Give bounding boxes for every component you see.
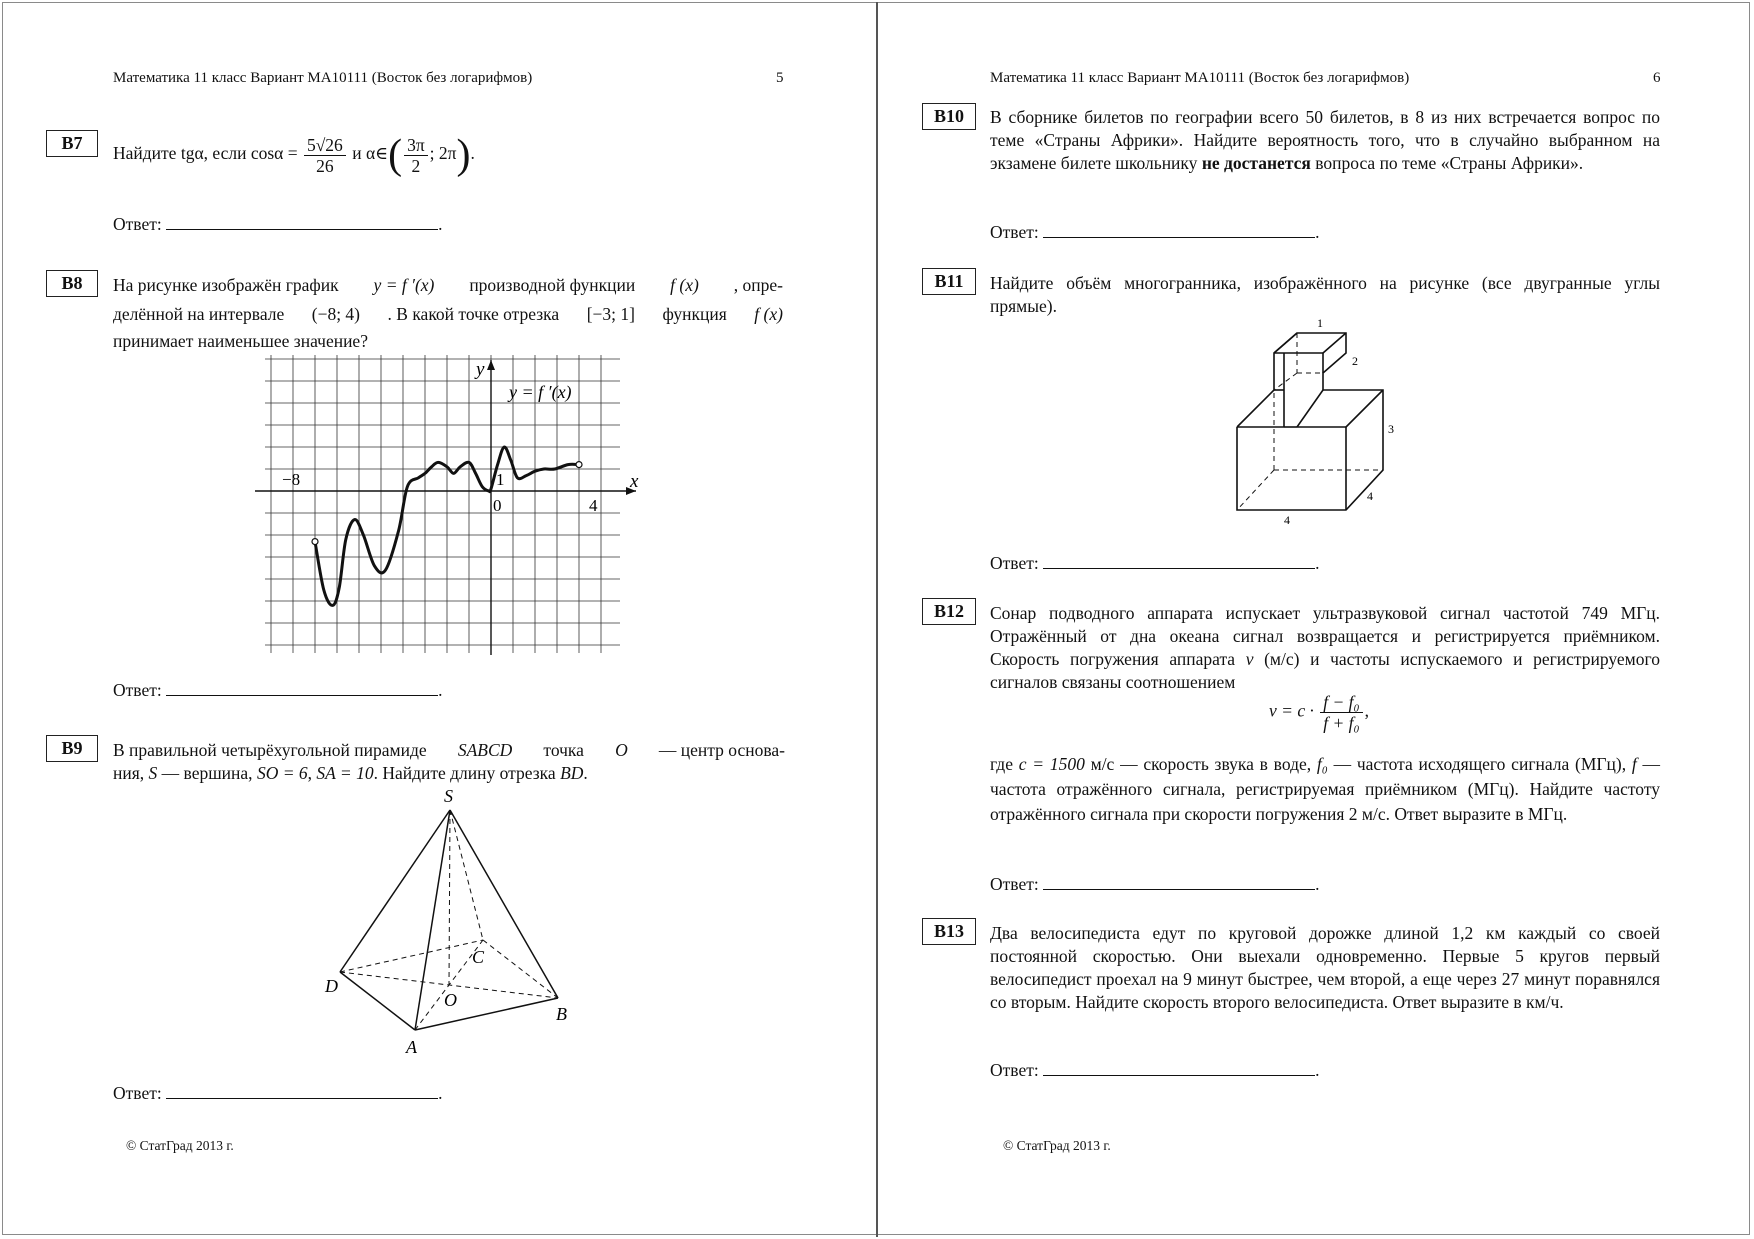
task-text-b8 xyxy=(113,274,783,353)
x-tick-label-neg8: −8 xyxy=(282,470,301,489)
b12-var-c: c = 1500 xyxy=(1018,754,1085,774)
answer-label: Ответ: xyxy=(113,680,162,700)
formula-numerator: f − f₀ xyxy=(1320,692,1362,713)
b9-text-part: — вершина, xyxy=(157,763,257,783)
b8-text-part: производной функции xyxy=(469,275,636,295)
b8-line-2 xyxy=(113,303,783,326)
b8-text-part: На рисунке изображён график xyxy=(113,275,339,295)
page-number: 5 xyxy=(776,70,784,86)
formula-lhs: v = c · xyxy=(1269,700,1314,721)
b8-segment: [−3; 1] xyxy=(586,304,635,324)
open-endpoint-left xyxy=(312,539,318,545)
task-label-b11: B11 xyxy=(922,268,976,295)
b9-sa: SA = 10 xyxy=(316,763,374,783)
answer-label: Ответ: xyxy=(113,1083,162,1103)
b9-point-s: S xyxy=(148,763,158,783)
b7-tg: tgα xyxy=(180,143,204,164)
pyramid-figure xyxy=(320,780,590,1060)
page-footer: © СтатГрад 2013 г. xyxy=(126,1138,234,1153)
b7-text-part: и xyxy=(347,143,366,164)
derivative-graph xyxy=(250,355,640,655)
b7-paren-open: ( xyxy=(388,132,403,178)
b9-bd: BD xyxy=(560,763,584,783)
b12-text-part: — частота исходящего сигнала (МГц), xyxy=(1327,754,1632,774)
answer-line-b13: Ответ: . xyxy=(990,1060,1320,1080)
task-text-b12-part2 xyxy=(990,752,1660,827)
page-footer: © СтатГрад 2013 г. xyxy=(1003,1138,1111,1153)
y-axis-label: y xyxy=(476,359,485,380)
b7-text-end: . xyxy=(470,143,475,164)
answer-blank xyxy=(1043,223,1315,238)
b7-interval-end: ; 2π xyxy=(429,143,457,164)
b9-text-part: . xyxy=(583,763,588,783)
point-label-o: O xyxy=(444,990,457,1010)
answer-line-b12: Ответ: . xyxy=(990,874,1320,894)
b12-text-part: Сонар подводного аппарата испускает ультразвуковой сигнал частотой 749 МГц. Отражённый от дна океана сигнал возвращается и регистрируется приёмником. Скорость погружения аппарата xyxy=(990,603,1660,669)
answer-line-b8: Ответ: . xyxy=(113,680,443,700)
answer-blank xyxy=(166,1084,438,1099)
task-label-b7: B7 xyxy=(46,130,98,157)
task-text-b7 xyxy=(113,134,475,176)
b9-text-part: точка xyxy=(543,740,584,760)
x-tick-label-4: 4 xyxy=(589,496,598,515)
b8-text-part: функция xyxy=(662,304,727,324)
page-header: Математика 11 класс Вариант МА10111 (Восток без логарифмов) xyxy=(990,70,1410,86)
b10-text-part: вопроса по теме «Страны Африки». xyxy=(1310,153,1584,173)
b9-point-o: O xyxy=(615,740,628,760)
b8-line-1 xyxy=(113,274,783,297)
b8-text-part: , опре- xyxy=(733,275,783,295)
b7-interval-denominator: 2 xyxy=(411,155,421,176)
page-number: 6 xyxy=(1653,70,1661,86)
answer-label: Ответ: xyxy=(990,553,1039,573)
polyhedron-figure xyxy=(1227,315,1417,530)
b8-formula: y = f ′(x) xyxy=(373,275,435,295)
vertex-label-a: A xyxy=(406,1037,417,1057)
b7-fraction-numerator: 5√26 xyxy=(304,135,346,156)
b7-interval-fraction xyxy=(404,135,428,176)
b8-text-part: делённой на интервале xyxy=(113,304,285,324)
polyhedron-hidden-edges xyxy=(1237,333,1383,510)
answer-label: Ответ: xyxy=(990,222,1039,242)
b7-fraction-denominator: 26 xyxy=(316,155,334,176)
x-axis-label: x xyxy=(630,471,639,492)
dimension-label-4-depth: 4 xyxy=(1367,489,1373,503)
dimension-label-2: 2 xyxy=(1352,354,1358,368)
b8-fx: f (x) xyxy=(670,275,699,295)
page-header: Математика 11 класс Вариант МА10111 (Восток без логарифмов) xyxy=(113,70,533,86)
answer-line-b10: Ответ: . xyxy=(990,222,1320,242)
b9-text-part: — центр основа- xyxy=(658,740,785,760)
answer-blank xyxy=(166,681,438,696)
b7-interval-numerator: 3π xyxy=(404,135,428,156)
b10-text-bold: не достанется xyxy=(1201,153,1311,173)
b12-var-f: f xyxy=(1631,754,1637,774)
b9-text-part: В правильной четырёхугольной пирамиде xyxy=(113,740,427,760)
b9-text-part: . Найдите длину отрезка xyxy=(373,763,561,783)
x-tick-label-1: 1 xyxy=(496,470,505,489)
vertex-label-d: D xyxy=(325,976,338,996)
b12-text-part: где xyxy=(990,754,1019,774)
answer-blank xyxy=(1043,1061,1315,1076)
left-page xyxy=(0,0,876,1239)
b12-text-part: — частота отражённого сигнала, регистрируемая приёмником (МГц). Найдите частоту отражённого сигнала при скорости погружения 2 м/с. Ответ выразите в МГц. xyxy=(990,754,1661,824)
task-text-b11: Найдите объём многогранника, изображённого на рисунке (все двугранные углы прямые). xyxy=(990,273,1660,316)
b12-text-part: м/с — скорость звука в воде, xyxy=(1084,754,1317,774)
b9-text-part: ния, xyxy=(113,763,149,783)
dimension-label-1: 1 xyxy=(1317,316,1323,330)
b8-line-3: принимает наименьшее значение? xyxy=(113,331,368,351)
answer-label: Ответ: xyxy=(990,874,1039,894)
curve-label: y = f ′(x) xyxy=(509,382,572,402)
task-text-b12-part1 xyxy=(990,602,1660,694)
answer-blank xyxy=(166,215,438,230)
b8-text-part: . В какой точке отрезка xyxy=(387,304,560,324)
b7-cos: cosα = xyxy=(250,143,298,164)
formula-denominator: f + f₀ xyxy=(1323,713,1360,733)
answer-blank xyxy=(1043,875,1315,890)
task-label-b8: B8 xyxy=(46,270,98,297)
task-label-b10: B10 xyxy=(922,103,976,130)
b9-text-part: , xyxy=(307,763,317,783)
task-label-b9: B9 xyxy=(46,735,98,762)
task-label-b12: B12 xyxy=(922,598,976,625)
vertex-label-b: B xyxy=(556,1004,567,1024)
b9-so: SO = 6 xyxy=(256,763,308,783)
answer-line-b7: Ответ: . xyxy=(113,214,443,234)
b10-text-part: В сборнике билетов по географии всего 50 билетов, в 8 из них встречается вопрос по теме «Страны Африки». Найдите вероятность того, что в случайно выбранном на экзамене билете школьнику xyxy=(990,107,1660,173)
task-text-b13: Два велосипедиста едут по круговой дорожке длиной 1,2 км каждый со своей постоянной скоростью. Они выехали одновременно. Первые 5 кругов первый велосипедист проехал на 9 минут быстрее, чем второй, а еще через 27 минут поравнялся со вторым. Найдите скорость второго велосипедиста. Ответ выразите в км/ч. xyxy=(990,923,1660,1012)
right-page xyxy=(877,0,1753,1239)
b7-paren-close: ) xyxy=(456,132,471,178)
b9-pyramid-name: SABCD xyxy=(457,740,513,760)
b7-text-part: , если xyxy=(203,143,251,164)
formula-fraction xyxy=(1320,692,1362,733)
b7-text-part: Найдите xyxy=(113,143,181,164)
vertex-label-s: S xyxy=(444,786,453,806)
b12-text-part: (м/с) и частоты испускаемого и регистрируемого сигналов связаны соотношением xyxy=(990,649,1660,692)
polyhedron-solid-edges xyxy=(1237,333,1383,510)
y-axis-arrow xyxy=(487,360,495,370)
vertex-label-c: C xyxy=(472,947,485,967)
answer-line-b11: Ответ: . xyxy=(990,553,1320,573)
b12-formula xyxy=(1269,692,1369,733)
task-text-b9 xyxy=(113,739,785,785)
answer-label: Ответ: xyxy=(113,214,162,234)
dimension-label-3: 3 xyxy=(1388,422,1394,436)
open-endpoint-right xyxy=(576,462,582,468)
b7-cos-fraction xyxy=(304,135,346,176)
b12-var-f0: f₀ xyxy=(1316,754,1328,774)
b8-fx: f (x) xyxy=(754,304,783,324)
x-tick-label-0: 0 xyxy=(493,496,502,515)
b12-var-v: v xyxy=(1245,649,1254,669)
b8-interval: (−8; 4) xyxy=(311,304,361,324)
task-label-b13: B13 xyxy=(922,918,976,945)
dimension-label-4-width: 4 xyxy=(1284,513,1290,527)
formula-end: , xyxy=(1364,700,1369,721)
b7-alpha-in: α∈ xyxy=(365,143,389,164)
answer-blank xyxy=(1043,554,1315,569)
answer-line-b9: Ответ: . xyxy=(113,1083,443,1103)
b9-line-1 xyxy=(113,739,785,762)
task-text-b10 xyxy=(990,106,1660,175)
answer-label: Ответ: xyxy=(990,1060,1039,1080)
